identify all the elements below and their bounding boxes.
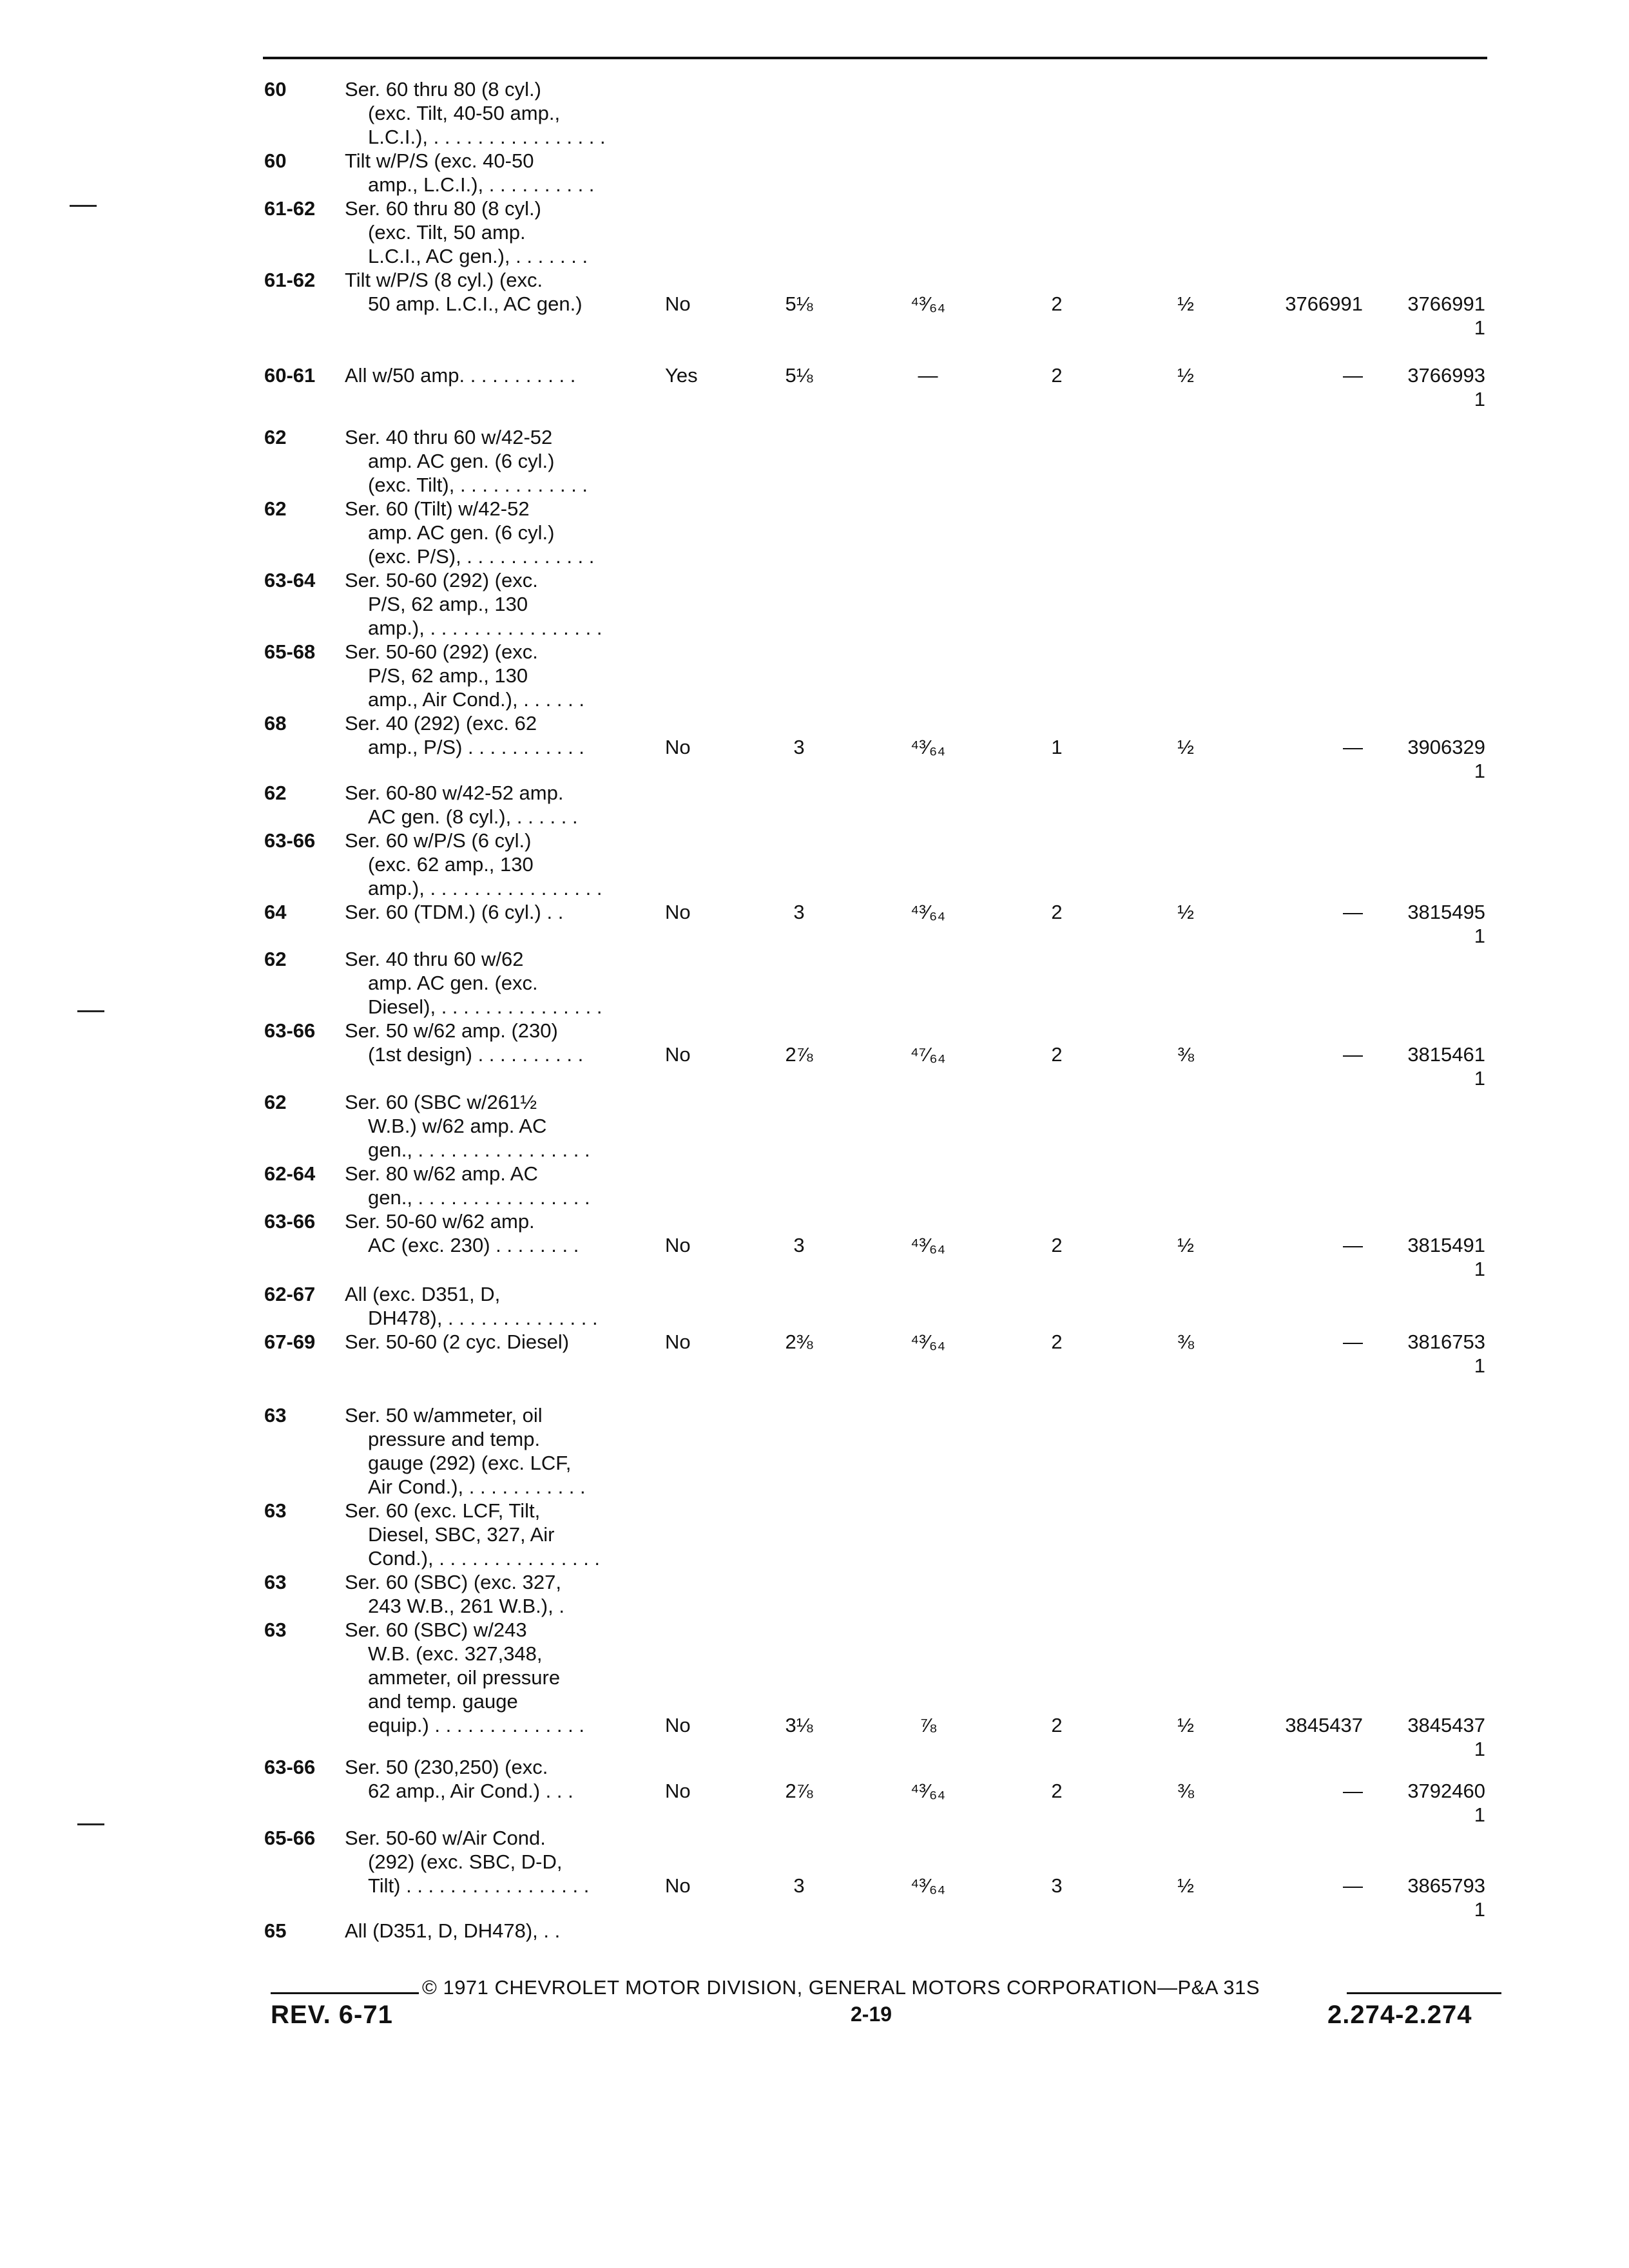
listing-entry xyxy=(0,1919,1629,1943)
inlet-cell: 2⅜ xyxy=(785,1331,813,1353)
inlet-cell: 3 xyxy=(793,736,805,758)
passes-cell: 2 xyxy=(1051,1714,1063,1736)
model-year: 68 xyxy=(264,712,287,735)
inlet-cell: 3 xyxy=(793,901,805,923)
model-year: 60 xyxy=(264,149,287,172)
quantity: 1 xyxy=(1474,388,1485,410)
part-number: 3816753 xyxy=(1407,1331,1485,1353)
application-description: Ser. 60 (exc. LCF, Tilt, Diesel, SBC, 327, Air Cond.), . . . . . . . . . . . . . . . xyxy=(345,1499,601,1570)
outlet-cell: ⁴³⁄₆₄ xyxy=(911,736,945,758)
outlet-cell: — xyxy=(918,364,938,387)
application-description: Ser. 50-60 (292) (exc. P/S, 62 amp., 130 amp.), . . . . . . . . . . . . . . . . xyxy=(345,569,602,639)
passes-cell: 2 xyxy=(1051,1780,1063,1802)
tank-cell: No xyxy=(665,1234,691,1256)
pitch-cell: ½ xyxy=(1177,736,1194,758)
application-description: Ser. 60 (Tilt) w/42-52 amp. AC gen. (6 cyl.) (exc. P/S), . . . . . . . . . . . . xyxy=(345,497,595,568)
model-year: 60 xyxy=(264,78,287,101)
part-number: 3815461 xyxy=(1407,1043,1485,1066)
spec-row xyxy=(0,900,1629,948)
spec-row xyxy=(0,292,1629,340)
listing-entry xyxy=(0,149,1629,197)
parts-group xyxy=(0,1403,1629,1761)
model-year: 63 xyxy=(264,1499,287,1522)
tank-cell: No xyxy=(665,1780,691,1802)
old-part-number: 3766991 xyxy=(1285,293,1363,315)
application-description: Ser. 60-80 w/42-52 amp. AC gen. (8 cyl.), . . . . . . xyxy=(345,782,578,828)
pitch-cell: ½ xyxy=(1177,1714,1194,1736)
quantity: 1 xyxy=(1474,1803,1485,1826)
listing-entry xyxy=(0,947,1629,1019)
spec-row xyxy=(0,1874,1629,1921)
passes-cell: 2 xyxy=(1051,901,1063,923)
part-number: 3906329 xyxy=(1407,736,1485,758)
old-part-number: 3845437 xyxy=(1285,1714,1363,1736)
model-year: 61-62 xyxy=(264,197,316,220)
model-year: 61-62 xyxy=(264,269,316,291)
passes-cell: 2 xyxy=(1051,293,1063,315)
application-description: Ser. 60 thru 80 (8 cyl.) (exc. Tilt, 50 amp. L.C.I., AC gen.), . . . . . . . xyxy=(345,197,588,267)
parts-group xyxy=(0,1282,1629,1378)
application-description: Ser. 40 thru 60 w/62 amp. AC gen. (exc. Diesel), . . . . . . . . . . . . . . . xyxy=(345,948,602,1018)
parts-group xyxy=(0,1919,1629,1943)
revision-label: REV. 6-71 xyxy=(271,2001,393,2029)
tank-cell: No xyxy=(665,1043,691,1066)
application-description: All w/50 amp. . . . . . . . . . . xyxy=(345,364,576,387)
parts-group xyxy=(0,781,1629,948)
section-reference: 2.274-2.274 xyxy=(1327,2001,1472,2029)
quantity: 1 xyxy=(1474,1258,1485,1280)
listing-entry xyxy=(0,1403,1629,1499)
listing-entry xyxy=(0,425,1629,497)
spec-row xyxy=(0,1233,1629,1281)
parts-group xyxy=(0,947,1629,1090)
application-description: Tilt w/P/S (8 cyl.) (exc. 50 amp. L.C.I., AC gen.) xyxy=(345,269,583,315)
application-description: Ser. 60 w/P/S (6 cyl.) (exc. 62 amp., 130 amp.), . . . . . . . . . . . . . . . . xyxy=(345,829,602,899)
spec-row xyxy=(0,1330,1629,1378)
part-number: 3766991 xyxy=(1407,293,1485,315)
application-description: Ser. 80 w/62 amp. AC gen., . . . . . . . . . . . . . . . . xyxy=(345,1162,590,1209)
inlet-cell: 3⅛ xyxy=(785,1714,813,1736)
application-description: Ser. 50-60 w/Air Cond. (292) (exc. SBC, D-D, Tilt) . . . . . . . . . . . . . . . . . xyxy=(345,1827,590,1897)
parts-group xyxy=(0,363,1629,411)
application-description: Ser. 40 (292) (exc. 62 amp., P/S) . . . . . . . . . . . xyxy=(345,712,584,758)
application-description: Ser. 60 (SBC w/261½ W.B.) w/62 amp. AC gen., . . . . . . . . . . . . . . . . xyxy=(345,1091,590,1161)
spec-row xyxy=(0,1713,1629,1761)
model-year: 62-67 xyxy=(264,1283,316,1305)
old-part-number: — xyxy=(1343,1234,1363,1256)
pitch-cell: ½ xyxy=(1177,901,1194,923)
listing-entry xyxy=(0,77,1629,149)
application-description: Ser. 50 (230,250) (exc. 62 amp., Air Cond.) . . . xyxy=(345,1756,574,1802)
model-year: 62 xyxy=(264,1091,287,1113)
outlet-cell: ⅞ xyxy=(920,1714,936,1736)
listing-entry xyxy=(0,1282,1629,1330)
inlet-cell: 5⅛ xyxy=(785,293,813,315)
old-part-number: — xyxy=(1343,364,1363,387)
tank-cell: No xyxy=(665,736,691,758)
pitch-cell: ½ xyxy=(1177,364,1194,387)
pitch-cell: ⅜ xyxy=(1177,1331,1194,1353)
inlet-cell: 5⅛ xyxy=(785,364,813,387)
listing-entry xyxy=(0,640,1629,711)
application-description: All (exc. D351, D, DH478), . . . . . . . . . . . . . . xyxy=(345,1283,598,1329)
model-year: 63-66 xyxy=(264,829,316,852)
parts-group xyxy=(0,1755,1629,1827)
listing-entry xyxy=(0,1090,1629,1162)
application-description: Ser. 60 (TDM.) (6 cyl.) . . xyxy=(345,901,564,923)
tank-cell: No xyxy=(665,1331,691,1353)
pitch-cell: ½ xyxy=(1177,1234,1194,1256)
model-year: 65-68 xyxy=(264,640,316,663)
application-description: Ser. 50-60 (292) (exc. P/S, 62 amp., 130 amp., Air Cond.), . . . . . . xyxy=(345,640,584,711)
tank-cell: No xyxy=(665,901,691,923)
pitch-cell: ⅜ xyxy=(1177,1043,1194,1066)
model-year: 63 xyxy=(264,1571,287,1593)
part-number: 3815491 xyxy=(1407,1234,1485,1256)
quantity: 1 xyxy=(1474,1354,1485,1377)
application-description: Tilt w/P/S (exc. 40-50 amp., L.C.I.), . . . . . . . . . . xyxy=(345,149,595,196)
model-year: 63-66 xyxy=(264,1210,316,1233)
model-year: 62 xyxy=(264,782,287,804)
outlet-cell: ⁴³⁄₆₄ xyxy=(911,1331,945,1353)
old-part-number: — xyxy=(1343,1043,1363,1066)
model-year: 63-66 xyxy=(264,1019,316,1042)
model-year: 63 xyxy=(264,1404,287,1427)
passes-cell: 2 xyxy=(1051,1234,1063,1256)
spec-row xyxy=(0,1779,1629,1827)
tank-cell: No xyxy=(665,293,691,315)
outlet-cell: ⁴³⁄₆₄ xyxy=(911,1234,945,1256)
outlet-cell: ⁴³⁄₆₄ xyxy=(911,1874,945,1897)
parts-group xyxy=(0,77,1629,340)
tank-cell: No xyxy=(665,1874,691,1897)
spec-row xyxy=(0,363,1629,411)
part-number: 3865793 xyxy=(1407,1874,1485,1897)
footer-rule-right xyxy=(1347,1992,1501,1994)
passes-cell: 2 xyxy=(1051,364,1063,387)
parts-group xyxy=(0,425,1629,783)
pitch-cell: ½ xyxy=(1177,1874,1194,1897)
listing-entry xyxy=(0,781,1629,829)
parts-group xyxy=(0,1090,1629,1281)
application-description: Ser. 50 w/ammeter, oil pressure and temp. gauge (292) (exc. LCF, Air Cond.), . . . . . . . . . . . xyxy=(345,1404,586,1498)
passes-cell: 3 xyxy=(1051,1874,1063,1897)
application-description: Ser. 60 thru 80 (8 cyl.) (exc. Tilt, 40-50 amp., L.C.I.), . . . . . . . . . . . . . . . . xyxy=(345,78,606,148)
old-part-number: — xyxy=(1343,1874,1363,1897)
quantity: 1 xyxy=(1474,316,1485,339)
outlet-cell: ⁴³⁄₆₄ xyxy=(911,901,945,923)
old-part-number: — xyxy=(1343,901,1363,923)
application-description: Ser. 40 thru 60 w/42-52 amp. AC gen. (6 cyl.) (exc. Tilt), . . . . . . . . . . . . xyxy=(345,426,588,496)
listing-entry xyxy=(0,829,1629,900)
listing-entry xyxy=(0,1570,1629,1618)
part-number: 3766993 xyxy=(1407,364,1485,387)
model-year: 62 xyxy=(264,948,287,970)
old-part-number: — xyxy=(1343,1780,1363,1802)
application-description: Ser. 50 w/62 amp. (230) (1st design) . . . . . . . . . . xyxy=(345,1019,584,1066)
spec-row xyxy=(0,1043,1629,1090)
quantity: 1 xyxy=(1474,760,1485,782)
quantity: 1 xyxy=(1474,1738,1485,1760)
part-number: 3792460 xyxy=(1407,1780,1485,1802)
outlet-cell: ⁴³⁄₆₄ xyxy=(911,1780,945,1802)
listing-entry xyxy=(0,497,1629,568)
model-year: 60-61 xyxy=(264,364,316,387)
part-number: 3845437 xyxy=(1407,1714,1485,1736)
model-year: 62-64 xyxy=(264,1162,316,1185)
quantity: 1 xyxy=(1474,1898,1485,1921)
copyright-line: © 1971 CHEVROLET MOTOR DIVISION, GENERAL MOTORS CORPORATION—P&A 31S xyxy=(422,1976,1260,1999)
listing-entry xyxy=(0,1162,1629,1209)
passes-cell: 2 xyxy=(1051,1331,1063,1353)
page-number: 2-19 xyxy=(851,2003,892,2026)
inlet-cell: 3 xyxy=(793,1874,805,1897)
listing-entry xyxy=(0,1499,1629,1570)
model-year: 63 xyxy=(264,1619,287,1641)
listing-entry xyxy=(0,197,1629,268)
page-footer xyxy=(0,1972,1629,2049)
model-year: 63-66 xyxy=(264,1756,316,1778)
part-number: 3815495 xyxy=(1407,901,1485,923)
application-description: Ser. 50-60 w/62 amp. AC (exc. 230) . . . . . . . . xyxy=(345,1210,579,1256)
old-part-number: — xyxy=(1343,736,1363,758)
outlet-cell: ⁴³⁄₆₄ xyxy=(911,293,945,315)
model-year: 65-66 xyxy=(264,1827,316,1849)
inlet-cell: 2⅞ xyxy=(785,1043,813,1066)
inlet-cell: 3 xyxy=(793,1234,805,1256)
application-description: Ser. 50-60 (2 cyc. Diesel) xyxy=(345,1331,570,1353)
model-year: 62 xyxy=(264,497,287,520)
passes-cell: 2 xyxy=(1051,1043,1063,1066)
model-year: 64 xyxy=(264,901,287,923)
pitch-cell: ⅜ xyxy=(1177,1780,1194,1802)
inlet-cell: 2⅞ xyxy=(785,1780,813,1802)
quantity: 1 xyxy=(1474,1067,1485,1090)
application-description: All (D351, D, DH478), . . xyxy=(345,1919,561,1942)
application-description: Ser. 60 (SBC) w/243 W.B. (exc. 327,348, ammeter, oil pressure and temp. gauge equip.) . . . . . . . . . . . . . . xyxy=(345,1619,584,1736)
spec-row xyxy=(0,735,1629,783)
model-year: 63-64 xyxy=(264,569,316,591)
listing-entry xyxy=(0,568,1629,640)
model-year: 67-69 xyxy=(264,1331,316,1353)
pitch-cell: ½ xyxy=(1177,293,1194,315)
outlet-cell: ⁴⁷⁄₆₄ xyxy=(910,1043,946,1066)
model-year: 65 xyxy=(264,1919,287,1942)
tank-cell: No xyxy=(665,1714,691,1736)
tank-cell: Yes xyxy=(665,364,698,387)
parts-group xyxy=(0,1826,1629,1921)
footer-rule-left xyxy=(271,1992,419,1994)
passes-cell: 1 xyxy=(1051,736,1063,758)
model-year: 62 xyxy=(264,426,287,448)
application-description: Ser. 60 (SBC) (exc. 327, 243 W.B., 261 W.B.), . xyxy=(345,1571,564,1617)
quantity: 1 xyxy=(1474,925,1485,947)
old-part-number: — xyxy=(1343,1331,1363,1353)
